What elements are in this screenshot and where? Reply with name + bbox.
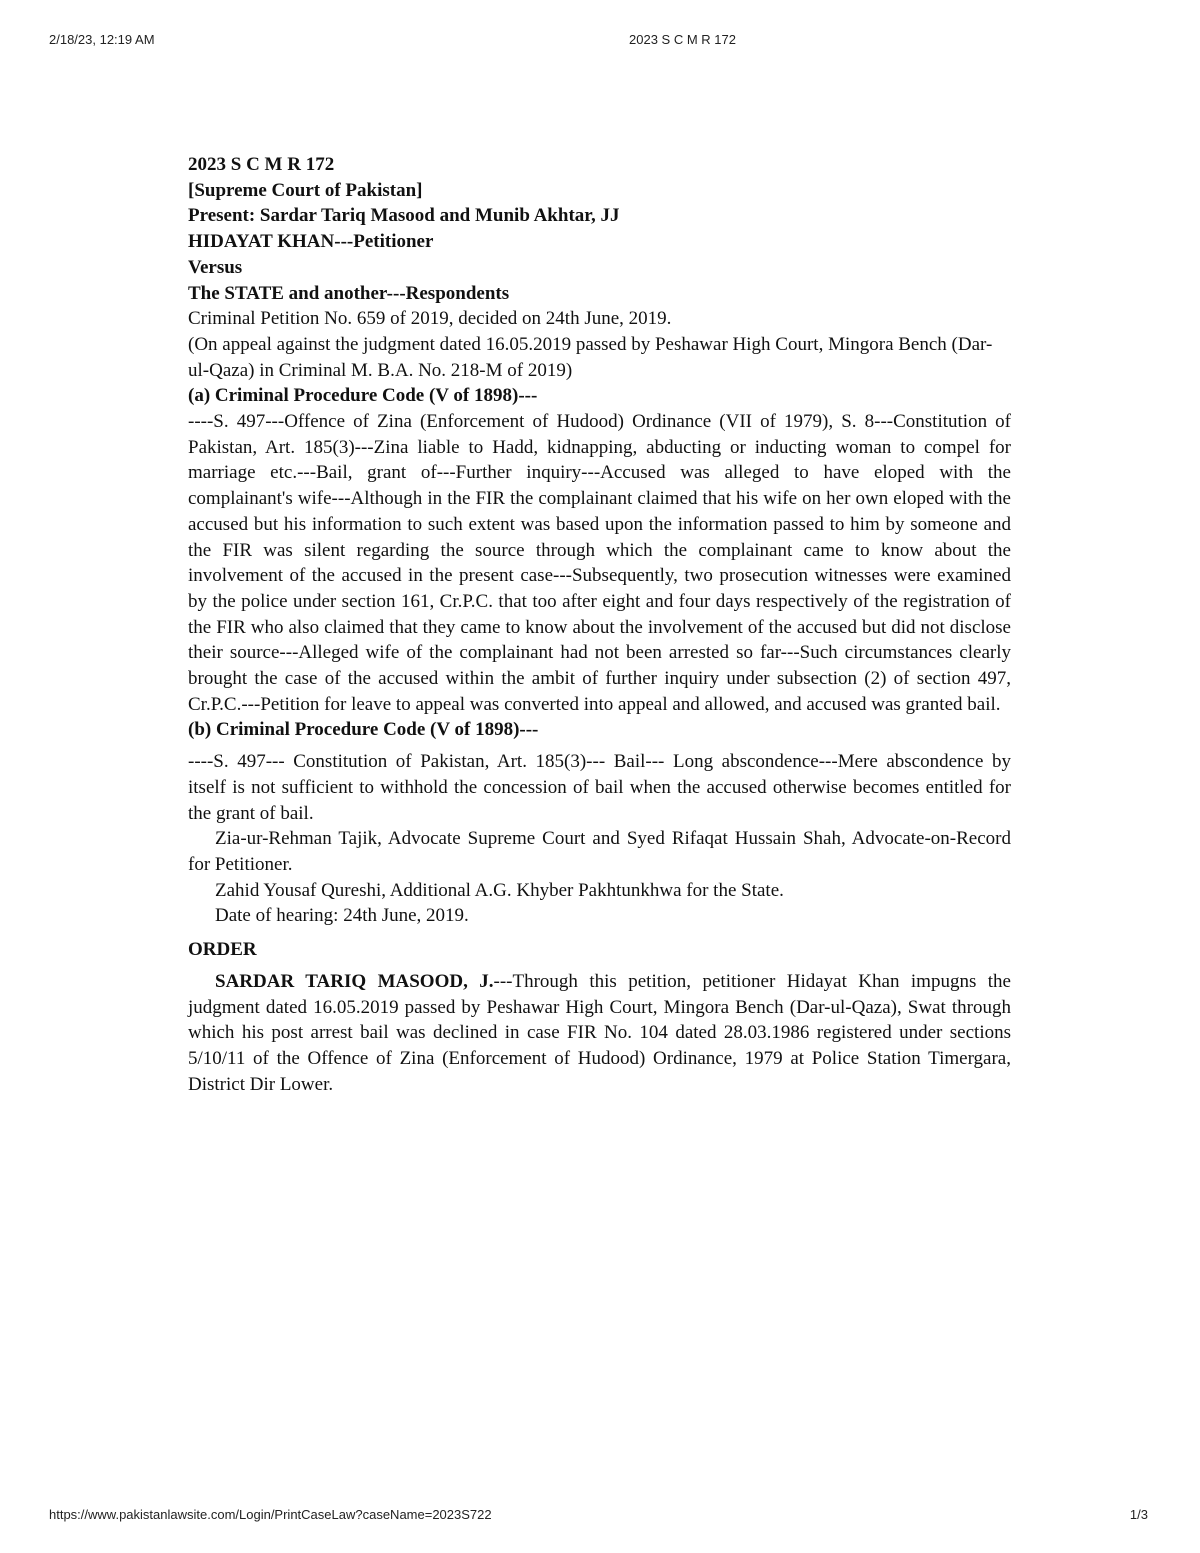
print-title: 2023 S C M R 172 bbox=[629, 32, 736, 47]
counsel-state: Zahid Yousaf Qureshi, Additional A.G. Khyber Pakhtunkhwa for the State. bbox=[215, 879, 784, 901]
respondents-name: The STATE and another---Respondents bbox=[188, 282, 510, 304]
order-heading: ORDER bbox=[188, 939, 257, 961]
judge-name: SARDAR TARIQ MASOOD, J. bbox=[215, 970, 494, 992]
case-document bbox=[188, 152, 1011, 1097]
headnote-a-text: ----S. 497---Offence of Zina (Enforcement of Hudood) Ordinance (VII of 1979), S. 8---Constitution of Pakistan, Art. 185(3)---Zina liable to Hadd, kidnapping, abducting or inducting woman to compel for marriage etc.---Bail, grant of---Further inquiry---Accused was alleged to have eloped with the complainant's wife---Although in the FIR the complainant claimed that his wife on her own eloped with the accused but his information to such extent was based upon the information passed to him by someone and the FIR was silent regarding the source through which the complainant came to know about the involvement of the accused in the present case---Subsequently, two prosecution witnesses were examined by the police under section 161, Cr.P.C. that too after eight and four days respectively of the registration of the FIR who also claimed that they came to know about the involvement of the accused but did not disclose their source---Alleged wife of the complainant had not been arrested so far---Such circumstances clearly brought the case of the accused within the ambit of further inquiry under subsection (2) of section 497, Cr.P.C.---Petition for leave to appeal was converted into appeal and allowed, and accused was granted bail. bbox=[188, 411, 1011, 715]
bench-present: Present: Sardar Tariq Masood and Munib Akhtar, JJ bbox=[188, 205, 620, 227]
case-citation: 2023 S C M R 172 bbox=[188, 154, 335, 175]
order-text: ---Through this petition, petitioner Hidayat Khan impugns the judgment dated 16.05.2019 passed by Peshawar High Court, Mingora Bench (Dar-ul-Qaza), Swat through which his post arrest bail was declined in case FIR No. 104 dated 28.03.1986 registered under sections 5/10/11 of the Offence of Zina (Enforcement of Hudood) Ordinance, 1979 at Police Station Timergara, District Dir Lower. bbox=[188, 970, 1011, 1095]
headnote-b-heading: (b) Criminal Procedure Code (V of 1898)--- bbox=[188, 719, 539, 741]
headnote-b-text: ----S. 497--- Constitution of Pakistan, Art. 185(3)--- Bail--- Long abscondence---Mere abscondence by itself is not sufficient to withhold the concession of bail when the accused otherwise becomes entitled for the grant of bail. bbox=[188, 751, 1011, 824]
headnote-a-heading: (a) Criminal Procedure Code (V of 1898)--- bbox=[188, 385, 538, 407]
page-url: https://www.pakistanlawsite.com/Login/PrintCaseLaw?caseName=2023S722 bbox=[49, 1507, 492, 1522]
order-paragraph bbox=[188, 969, 1011, 1098]
page-number: 1/3 bbox=[1129, 1507, 1148, 1522]
appeal-info: (On appeal against the judgment dated 16.05.2019 passed by Peshawar High Court, Mingora Bench (Dar-ul-Qaza) in Criminal M. B.A. No. 218-M of 2019) bbox=[188, 333, 993, 381]
petition-info: Criminal Petition No. 659 of 2019, decided on 24th June, 2019. bbox=[188, 308, 672, 330]
petitioner-name: HIDAYAT KHAN---Petitioner bbox=[188, 231, 434, 253]
counsel-petitioner: Zia-ur-Rehman Tajik, Advocate Supreme Court and Syed Rifaqat Hussain Shah, Advocate-on-Record for Petitioner. bbox=[188, 828, 1011, 875]
court-name: [Supreme Court of Pakistan] bbox=[188, 179, 423, 201]
versus-label: Versus bbox=[188, 256, 243, 278]
print-datetime: 2/18/23, 12:19 AM bbox=[49, 32, 155, 47]
hearing-date: Date of hearing: 24th June, 2019. bbox=[215, 905, 469, 927]
